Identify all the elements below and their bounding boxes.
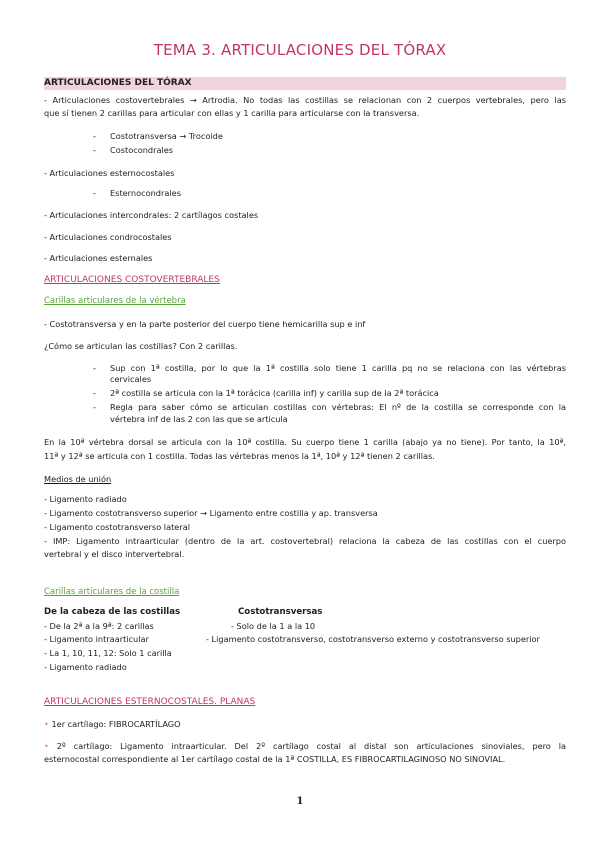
bullet-1-line-1: Sup con 1ª costilla, por lo que la 1ª costilla solo tiene 1 carilla pq no se relaciona con las vértebras [110,363,566,373]
list-item: - Solo de la 1 a la 10 [231,621,316,631]
dash-marker: - [93,363,96,373]
medio-imp-line-1: - IMP: Ligamento intraarticular (dentro de la art. costovertebral) relaciona la cabeza de las costillas con el cuerpo [44,536,566,546]
bullet-icon: • [44,719,49,729]
list-item: - Ligamento costotransverso, costotransverso externo y costotransverso superior [206,634,540,644]
item-esternales: - Articulaciones esternales [44,253,153,263]
list-item: - Ligamento intraarticular [44,634,149,644]
intro-line-2: que sí tienen 2 carillas para articular con ellas y 1 carilla para articularse con la transversa. [44,108,420,118]
intro-line-1: - Articulaciones costovertebrales → Artrodia. No todas las costillas se relacionan con 2 cuerpos vertebrales, pero las [44,95,566,105]
section-heading-articulaciones-torax [44,77,566,90]
page-title: TEMA 3. ARTICULACIONES DEL TÓRAX [153,41,447,59]
sub-item-costotransversa: Costotransversa → Trocoide [110,131,223,141]
list-item: - De la 2ª a la 9ª: 2 carillas [44,621,154,631]
medio-ligamento-costotransverso-lateral: - Ligamento costotransverso lateral [44,522,190,532]
list-item: - La 1, 10, 11, 12: Solo 1 carilla [44,648,172,658]
paragraph-10-vertebra-line-1: En la 10ª vértebra dorsal se articula con la 10ª costilla. Su cuerpo tiene 1 carilla (abajo ya no tiene). Por tanto, la 10ª, [44,437,566,447]
column-heading-cabeza: De la cabeza de las costillas [44,607,181,617]
dash-marker: - [93,402,96,412]
subheading-medios-union: Medios de unión [44,474,112,484]
section-heading-text: ARTICULACIONES DEL TÓRAX [44,78,192,88]
subheading-carillas-vertebra: Carillas articulares de la vértebra [44,296,186,306]
bullet-2-cartilago-line-2: esternocostal correspondiente al 1er cartílago costal de la 1ª COSTILLA, ES FIBROCARTILAGINOSO NO SINOVIAL. [44,754,506,764]
column-heading-costotransversas: Costotransversas [238,607,323,617]
bullet-text: 1er cartílago: FIBROCARTÍLAGO [51,719,181,729]
bullet-1-line-2: cervicales [110,374,152,384]
dash-marker: - [93,188,96,198]
dash-marker: - [93,131,96,141]
sub-item-costocondrales: Costocondrales [110,145,174,155]
bullet-icon: • [44,741,49,751]
sub-item-esternocondrales: Esternocondrales [110,188,181,198]
paragraph-costotransversa: - Costotransversa y en la parte posterior del cuerpo tiene hemicarilla sup e inf [44,319,366,329]
section-heading-esternocostales: ARTICULACIONES ESTERNOCOSTALES. PLANAS [44,697,256,707]
bullet-2-cartilago-line-1 [44,741,566,752]
medio-ligamento-costotransverso-superior: - Ligamento costotransverso superior → Ligamento entre costilla y ap. transversa [44,508,378,518]
paragraph-10-vertebra-line-2: 11ª y 12ª se articula con 1 costilla. Todas las vértebras menos la 1ª, 10ª y 12ª tienen 2 carillas. [44,451,435,461]
bullet-2: 2ª costilla se articula con la 1ª torácica (carilla inf) y carilla sup de la 2ª torácica [110,388,439,398]
list-item: - Ligamento radiado [44,662,127,672]
item-condrocostales: - Articulaciones condrocostales [44,232,172,242]
item-esternocostales: - Articulaciones esternocostales [44,168,175,178]
bullet-text: 2º cartílago: Ligamento intraarticular. Del 2º cartílago costal al distal son articulaciones sinoviales, pero la [56,741,566,751]
bullet-3-line-1: Regla para saber cómo se articulan costillas con vértebras: El nº de la costilla se corresponde con la [110,402,566,412]
paragraph-question: ¿Cómo se articulan las costillas? Con 2 carillas. [44,341,238,351]
subheading-carillas-costilla: Carillas articulares de la costilla [44,587,180,597]
section-heading-costovertebrales: ARTICULACIONES COSTOVERTEBRALES [44,275,220,285]
page-number: 1 [296,796,304,807]
medio-ligamento-radiado: - Ligamento radiado [44,494,127,504]
bullet-fibrocartilago [44,719,181,730]
item-intercondrales: - Articulaciones intercondrales: 2 cartílagos costales [44,210,259,220]
dash-marker: - [93,388,96,398]
dash-marker: - [93,145,96,155]
bullet-3-line-2: vértebra inf de las 2 con las que se articula [110,414,288,424]
medio-imp-line-2: vertebral y el disco intervertebral. [44,549,185,559]
